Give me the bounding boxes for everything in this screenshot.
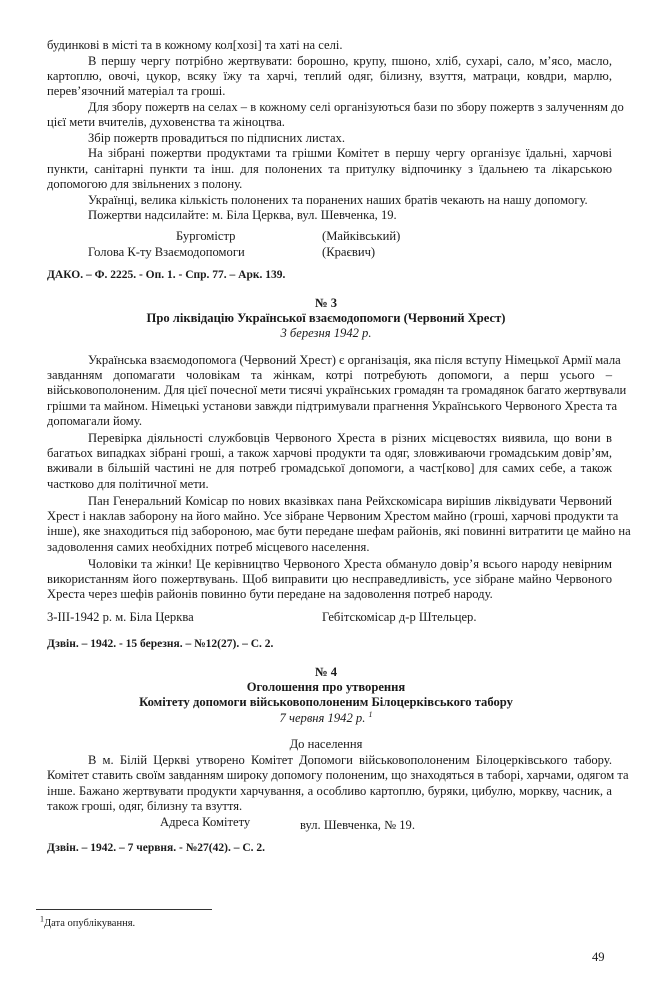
footnote-mark: 1 — [40, 914, 44, 924]
text-line: На зібрані пожертви продуктами та грішми Комітет в першу чергу організує їдальні, харчові — [88, 146, 612, 160]
text-line: В м. Білій Церкві утворено Комітет Допомоги військовополоненим Білоцерківського табору. — [88, 753, 612, 767]
text-line: будинкові в місті та в кожному кол[хозі] та хаті на селі. — [47, 38, 343, 52]
footnote — [40, 914, 136, 931]
document-date: 3 березня 1942 р. — [280, 326, 372, 340]
text-line: Пожертви надсилайте: м. Біла Церква, вул. Шевченка, 19. — [88, 208, 397, 222]
text-line: допомогою для звільнених з полону. — [47, 177, 243, 191]
text-line: Комітет ставить своїм завданням широку допомогу полоненим, що знаходяться в таборі, харчами, одягом та — [47, 768, 629, 782]
text-line: допомагали йому. — [47, 414, 142, 428]
text-line: пункти, санітарні пункти та інш. для полонених та притулку відпочинку з їдальнею та лікарською — [47, 162, 612, 176]
text-line: Пан Генеральний Комісар по нових вказівках пана Рейхскомісара вирішив ліквідувати Червоний — [88, 494, 612, 508]
text-line: інше), яке знаходиться під забороною, має бути передане шефам районів, які повинні витратити це майно на — [47, 524, 631, 538]
signature-name: (Краєвич) — [322, 245, 376, 259]
source-citation: ДАКО. – Ф. 2225. - Оп. 1. - Спр. 77. – Арк. 139. — [47, 269, 286, 281]
text-line: картоплю, овочі, цукор, всяку їжу та харчі, теплий одяг, білизну, взуття, матраци, ковдри, марлю, — [47, 69, 612, 83]
text-line: Для збору пожертв на селах – в кожному селі організуються бази по збору пожертв з залученням до — [88, 100, 624, 114]
address-value: вул. Шевченка, № 19. — [300, 818, 415, 832]
text-line: В першу чергу потрібно жертвувати: борошно, крупу, пшоно, хліб, сухарі, сало, м’ясо, масло, — [88, 54, 612, 68]
text-line: багатьох випадках зібрані гроші, а також харчові продукти та одяг, зловживаючи громадським довір’ям, — [47, 446, 612, 460]
document-title: Комітету допомоги військовополоненим Білоцерківського табору — [139, 695, 513, 709]
address-label: Адреса Комітету — [160, 815, 251, 829]
text-line: Хреста через шефів районів повинно бути передане на задоволення потреб народу. — [47, 587, 493, 601]
signature-name: (Майківський) — [322, 229, 401, 243]
text-line: військовополоненим. Для цієї почесної мети тисячі українських громадян та громадянок багато жертвували — [47, 383, 627, 397]
signature-title: Голова К-ту Взаємодопомоги — [88, 245, 245, 259]
text-line: Чоловіки та жінки! Це керівництво Червоного Хреста обмануло довір’я всього народу невірним — [88, 557, 612, 571]
signature: Гебітскомісар д-р Штельцер. — [322, 610, 477, 624]
text-line: інше. Бажано жертвувати продукти харчування, а особливо картоплю, буряки, цибулю, моркву, часник, а — [47, 784, 612, 798]
text-line: Українська взаємодопомога (Червоний Хрест) є організація, яка після вступу Німецької Армії мала — [88, 353, 621, 367]
footnote-ref: 1 — [368, 709, 373, 719]
text-line: завданням допомагати чоловікам та жінкам, котрі потребують допомоги, а перш усього – — [47, 368, 612, 382]
addressee: До населення — [289, 737, 363, 751]
text-line: Хрест і наклав заборону на його майно. Усе зібране Червоним Хрестом майно (гроші, харчові продукти та — [47, 509, 619, 523]
text-line: Перевірка діяльності службовців Червоного Хреста в різних місцевостях виявила, що вони в — [88, 431, 612, 445]
text-line: Українці, велика кількість полонених та поранених наших братів чекають на нашу допомогу. — [88, 193, 588, 207]
text-line: Збір пожертв провадиться по підписних листах. — [88, 131, 345, 145]
document-title: Про ліквідацію Української взаємодопомоги (Червоний Хрест) — [146, 311, 506, 325]
source-citation: Дзвін. – 1942. – 7 червня. - №27(42). – С. 2. — [47, 842, 265, 854]
signature-title: Бургомістр — [176, 229, 236, 243]
document-number: № 4 — [314, 665, 338, 679]
text-line: частково для політичної мети. — [47, 477, 209, 491]
document-number: № 3 — [314, 296, 338, 310]
page-number: 49 — [592, 950, 605, 964]
text-line: грішми та майном. Німецькі установи завжди підтримували прагнення Українського Червоного Хреста та — [47, 399, 618, 413]
footnote-text: Дата опублікування. — [44, 918, 136, 929]
text-line: задоволення самих необхідних потреб місцевого населення. — [47, 540, 370, 554]
place-date: 3-ІІІ-1942 р. м. Біла Церква — [47, 610, 194, 624]
text-line: перев’язочний матеріал та гроші. — [47, 84, 226, 98]
footnote-divider — [36, 909, 212, 910]
source-citation: Дзвін. – 1942. - 15 березня. – №12(27). – С. 2. — [47, 638, 274, 650]
document-title: Оголошення про утворення — [246, 680, 406, 694]
text-line: вживали в більшій частині не для потреб громадської допомоги, а част[ково] для самих себе, а також — [47, 461, 612, 475]
text-line: також гроші, одяг, білизну та взуття. — [47, 799, 243, 813]
text-line: цієї мети вчителів, духовенства та жіноцтва. — [47, 115, 285, 129]
document-date: 7 червня 1942 р. $^1$ — [279, 709, 373, 725]
text-line: використанням його пожертвувань. Щоб виправити цю несправедливість, усе зібране майно Червоного — [47, 572, 612, 586]
